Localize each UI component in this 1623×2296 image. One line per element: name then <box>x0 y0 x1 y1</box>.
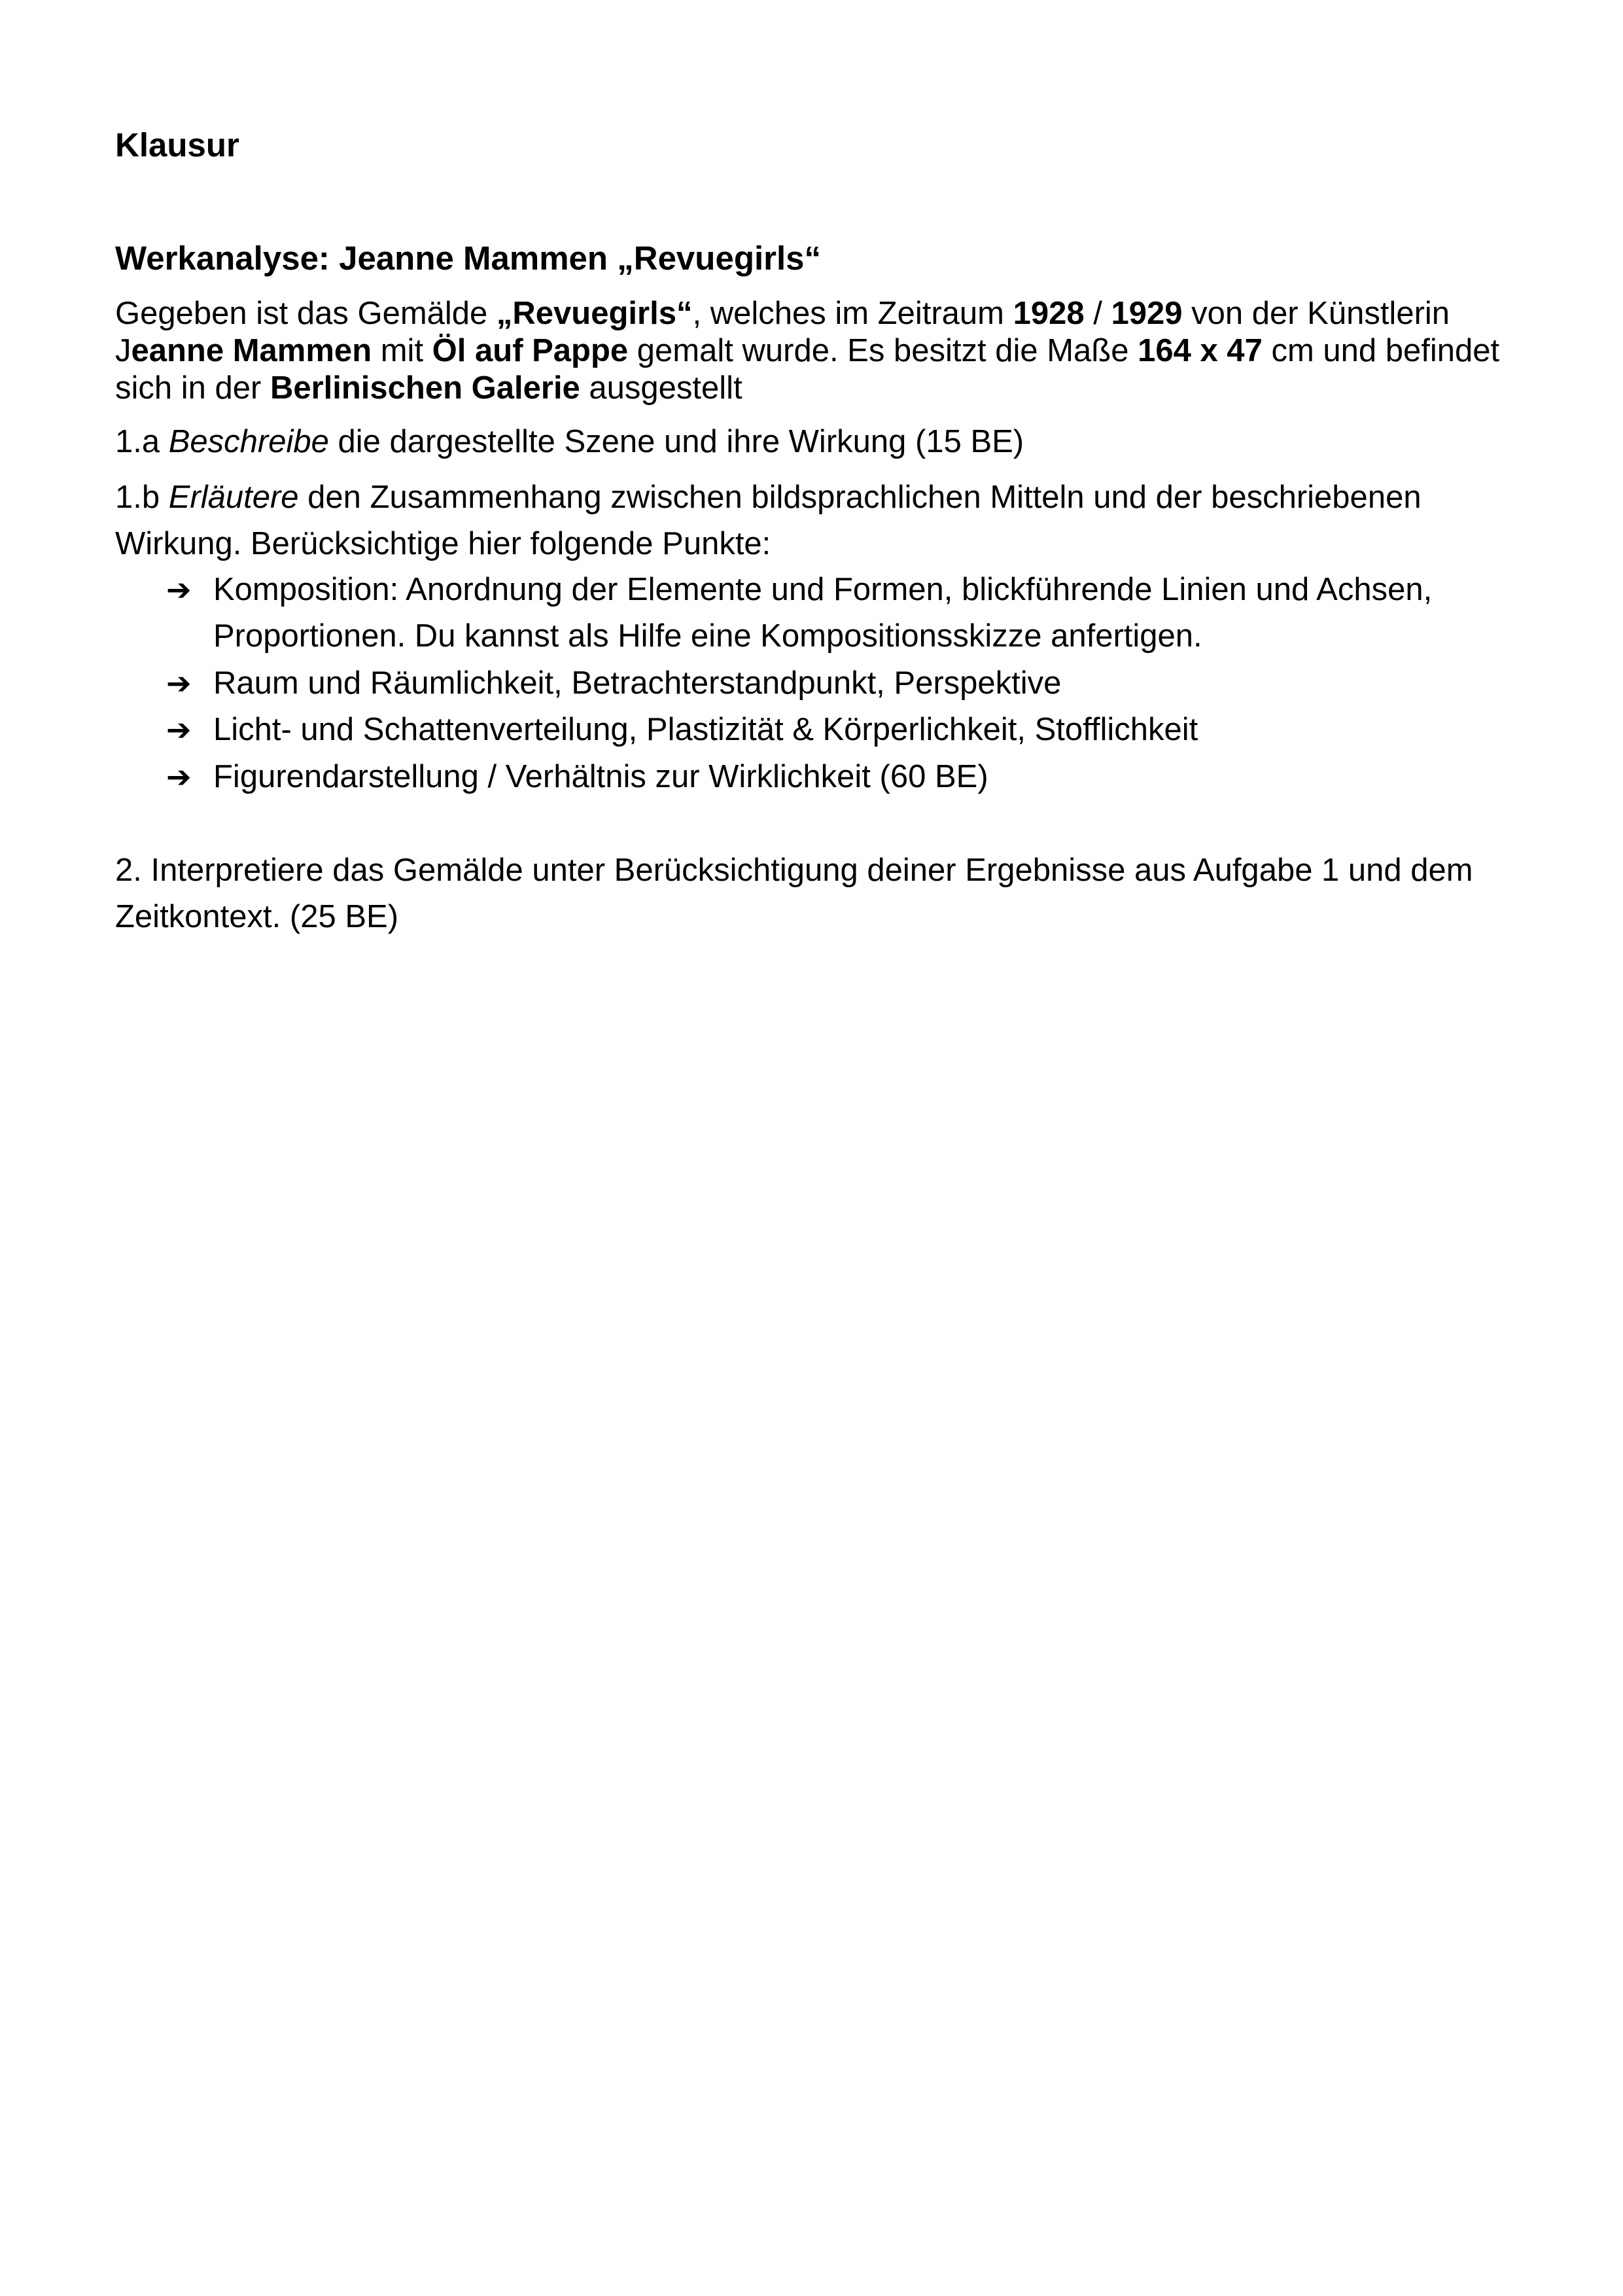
list-item-continuation: Proportionen. Du kannst als Hilfe eine Kompositionsskizze anfertigen. <box>213 618 1202 654</box>
task-text: den Zusammenhang zwischen bildsprachlichen Mitteln und der beschriebenen <box>298 480 1422 515</box>
list-item-text: Figurendarstellung / Verhältnis zur Wirklichkeit (60 BE) <box>213 759 988 794</box>
intro-text: gemalt wurde. Es besitzt die Maße <box>628 333 1138 368</box>
intro-line-2 <box>115 331 1499 370</box>
task-number: 1.b <box>115 480 169 515</box>
intro-text: , welches im Zeitraum <box>692 296 1013 331</box>
intro-text: ausgestellt <box>580 370 742 406</box>
list-item-text: Licht- und Schattenverteilung, Plastizität & Körperlichkeit, Stofflichkeit <box>213 712 1198 747</box>
arrow-right-icon: ➔ <box>166 665 192 701</box>
year-start: 1928 <box>1013 296 1085 331</box>
task-verb: Beschreibe <box>168 424 329 459</box>
intro-line-1 <box>115 294 1450 333</box>
intro-text: Gegeben ist das Gemälde <box>115 296 497 331</box>
list-item-text: Raum und Räumlichkeit, Betrachterstandpunkt, Perspektive <box>213 665 1062 701</box>
list-item <box>166 570 1432 609</box>
intro-text: sich in der <box>115 370 270 406</box>
gallery-name: Berlinischen Galerie <box>270 370 580 406</box>
year-end: 1929 <box>1111 296 1183 331</box>
task-text: die dargestellte Szene und ihre Wirkung (15 BE) <box>328 424 1024 459</box>
task-verb: Erläutere <box>168 480 299 515</box>
arrow-right-icon: ➔ <box>166 759 192 794</box>
task-number: 1.a <box>115 424 169 459</box>
intro-text: mit <box>372 333 432 368</box>
document-title: Klausur <box>115 126 239 164</box>
medium: Öl auf Pappe <box>432 333 629 368</box>
task-1a <box>115 422 1024 461</box>
task-1b-line-2: Wirkung. Berücksichtige hier folgende Punkte: <box>115 526 771 561</box>
list-item-text: Komposition: Anordnung der Elemente und Formen, blickführende Linien und Achsen, <box>213 572 1433 607</box>
task-1b-line-1 <box>115 478 1422 517</box>
intro-text: J <box>115 333 131 368</box>
intro-text: von der Künstlerin <box>1182 296 1450 331</box>
list-item <box>166 710 1198 749</box>
painting-title: „Revuegirls“ <box>496 296 693 331</box>
arrow-right-icon: ➔ <box>166 572 192 607</box>
dimensions: 164 x 47 <box>1138 333 1263 368</box>
intro-text: / <box>1084 296 1111 331</box>
task-2-line-2: Zeitkontext. (25 BE) <box>115 899 399 934</box>
intro-text: cm und befindet <box>1262 333 1500 368</box>
intro-line-3 <box>115 368 742 408</box>
list-item <box>166 757 988 796</box>
arrow-right-icon: ➔ <box>166 712 192 747</box>
document-subtitle: Werkanalyse: Jeanne Mammen „Revuegirls“ <box>115 239 822 277</box>
artist-name: eanne Mammen <box>131 333 372 368</box>
list-item <box>166 663 1061 703</box>
task-2-line-1: 2. Interpretiere das Gemälde unter Berücksichtigung deiner Ergebnisse aus Aufgabe 1 und dem <box>115 853 1473 888</box>
